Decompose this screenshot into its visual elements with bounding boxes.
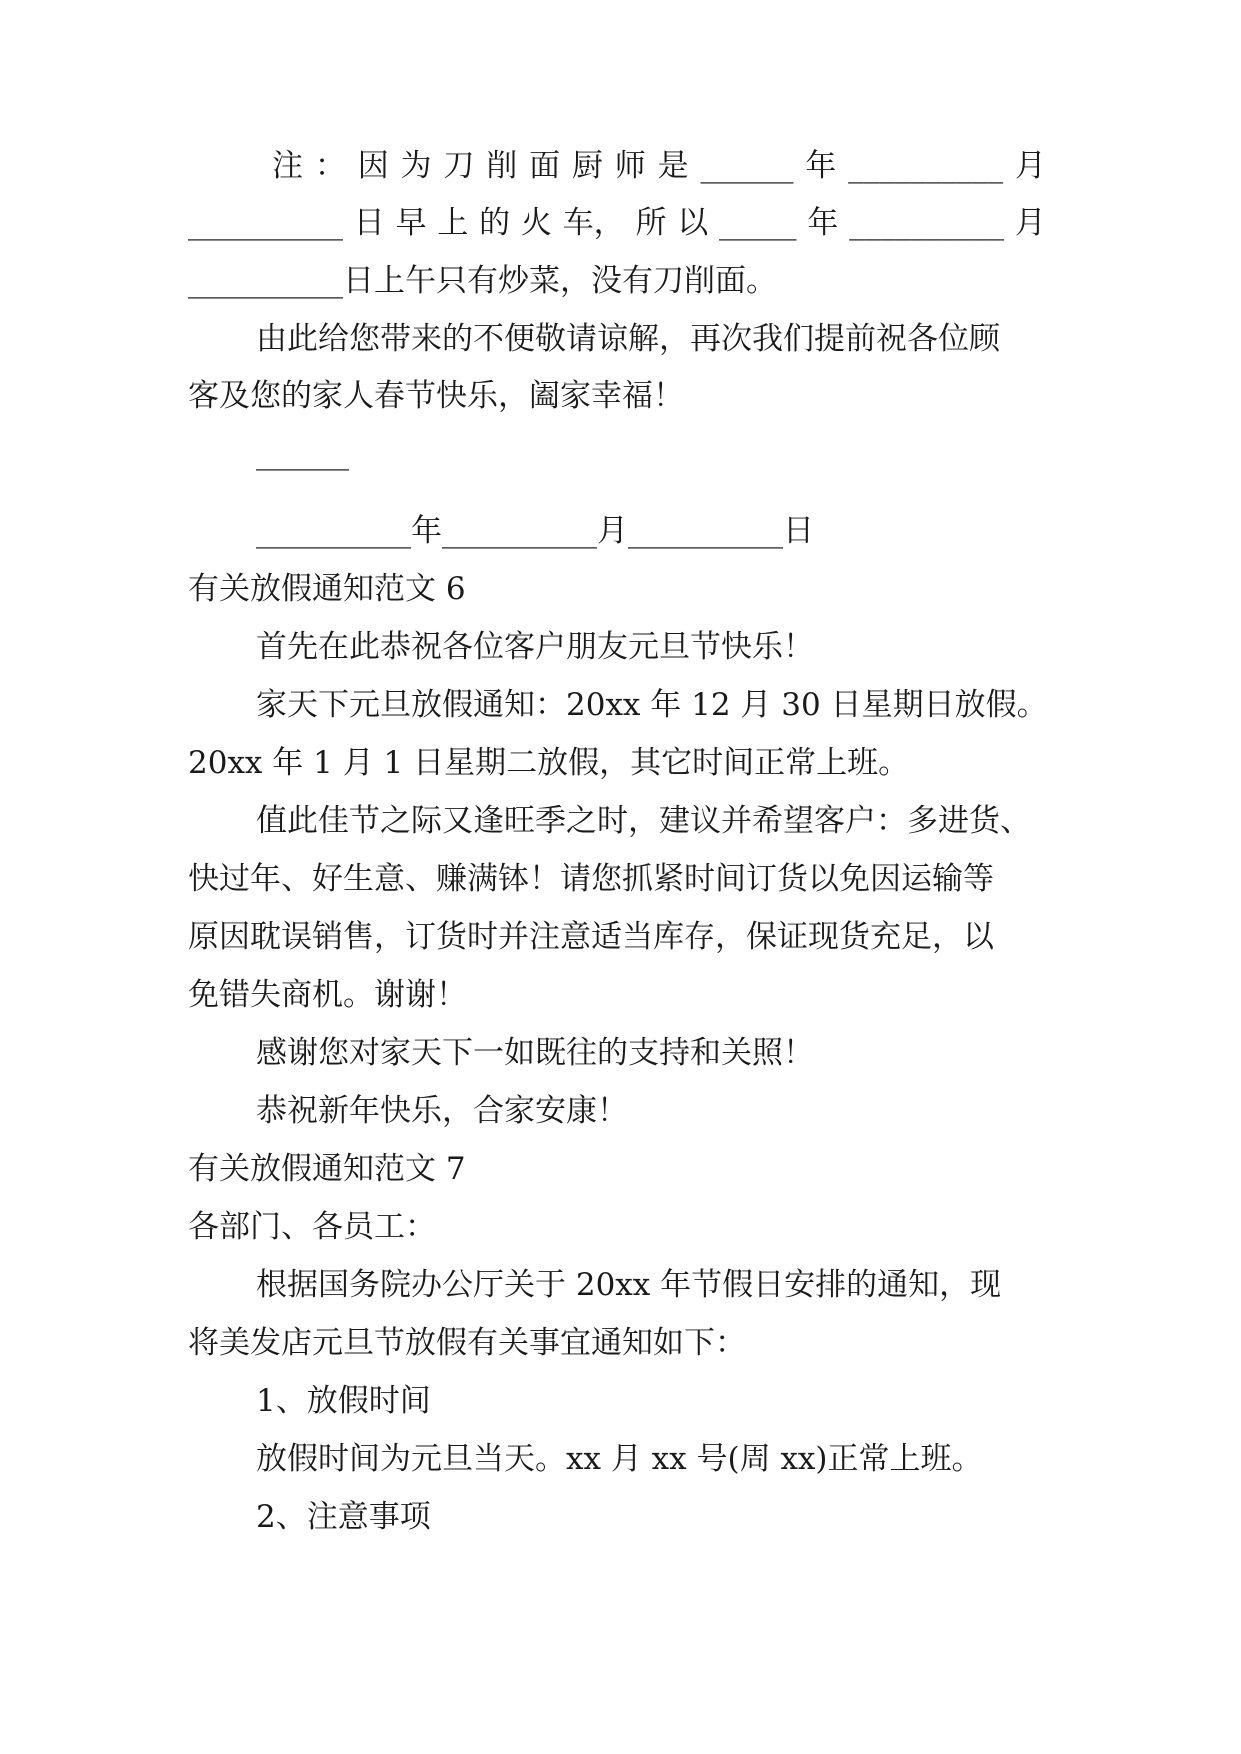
note-word: __________ bbox=[188, 205, 343, 241]
section-7-salutation: 各部门、各员工： bbox=[188, 1209, 436, 1245]
note-word: ______ bbox=[700, 148, 794, 184]
note-word: 注 bbox=[272, 148, 303, 184]
apology-line-2: 客及您的家人春节快乐，阖家幸福！ bbox=[188, 378, 684, 414]
note-word: 所 bbox=[635, 205, 667, 241]
section-6-notice-line-1: 家天下元旦放假通知：20xx 年 12 月 30 日星期日放假。 bbox=[256, 687, 1048, 723]
note-word: __________ bbox=[849, 205, 1005, 241]
section-6-wishes: 恭祝新年快乐，合家安康！ bbox=[256, 1093, 628, 1129]
section-6-greeting: 首先在此恭祝各位客户朋友元旦节快乐！ bbox=[256, 629, 814, 665]
note-word: 面 bbox=[529, 148, 561, 184]
note-word: 以 bbox=[677, 205, 709, 241]
note-line-1 bbox=[272, 146, 1046, 186]
note-word: 早 bbox=[395, 205, 427, 241]
note-line-3: __________日上午只有炒菜，没有刀削面。 bbox=[188, 263, 777, 299]
note-word: ： bbox=[314, 148, 346, 184]
section-6-advice-line-1: 值此佳节之际又逢旺季之时，建议并希望客户：多进货、 bbox=[256, 803, 1031, 839]
note-word: 月 bbox=[1014, 148, 1046, 184]
note-word: 厨 bbox=[571, 148, 603, 184]
note-word: 年 bbox=[807, 205, 839, 241]
section-6-title: 有关放假通知范文 6 bbox=[188, 571, 466, 607]
note-word: 是 bbox=[657, 148, 689, 184]
note-word: 师 bbox=[614, 148, 646, 184]
signature-blank: ______ bbox=[256, 435, 349, 471]
note-word: 年 bbox=[805, 148, 837, 184]
section-7-item-2-heading: 2、注意事项 bbox=[256, 1499, 431, 1535]
note-word: 车， bbox=[562, 205, 625, 241]
section-7-intro-line-2: 将美发店元旦节放假有关事宜通知如下： bbox=[188, 1325, 746, 1361]
note-line-2 bbox=[188, 203, 1046, 243]
section-6-advice-line-3: 原因耽误销售，订货时并注意适当库存，保证现货充足，以 bbox=[188, 919, 994, 955]
note-word: 为 bbox=[400, 148, 432, 184]
note-word: 刀 bbox=[443, 148, 475, 184]
section-7-intro-line-1: 根据国务院办公厅关于 20xx 年节假日安排的通知，现 bbox=[256, 1267, 1002, 1303]
section-7-title: 有关放假通知范文 7 bbox=[188, 1151, 466, 1187]
section-6-advice-line-4: 免错失商机。谢谢！ bbox=[188, 977, 467, 1013]
note-word: 月 bbox=[1014, 205, 1046, 241]
note-word: 日 bbox=[353, 205, 385, 241]
note-word: 火 bbox=[520, 205, 552, 241]
note-word: 上 bbox=[437, 205, 469, 241]
note-word: 削 bbox=[486, 148, 518, 184]
section-6-advice-line-2: 快过年、好生意、赚满钵！请您抓紧时间订货以免因运输等 bbox=[188, 861, 994, 897]
section-7-item-1-text: 放假时间为元旦当天。xx 月 xx 号(周 xx)正常上班。 bbox=[256, 1441, 983, 1477]
apology-line-1: 由此给您带来的不便敬请谅解，再次我们提前祝各位顾 bbox=[256, 321, 1000, 357]
section-6-notice-line-2: 20xx 年 1 月 1 日星期二放假，其它时间正常上班。 bbox=[188, 745, 910, 781]
note-word: 因 bbox=[357, 148, 389, 184]
note-word: __________ bbox=[848, 148, 1004, 184]
date-line: __________年__________月__________日 bbox=[256, 513, 814, 549]
section-7-item-1-heading: 1、放假时间 bbox=[256, 1383, 431, 1419]
section-6-thanks: 感谢您对家天下一如既往的支持和关照！ bbox=[256, 1035, 814, 1071]
note-word: _____ bbox=[719, 205, 797, 241]
note-word: 的 bbox=[479, 205, 511, 241]
